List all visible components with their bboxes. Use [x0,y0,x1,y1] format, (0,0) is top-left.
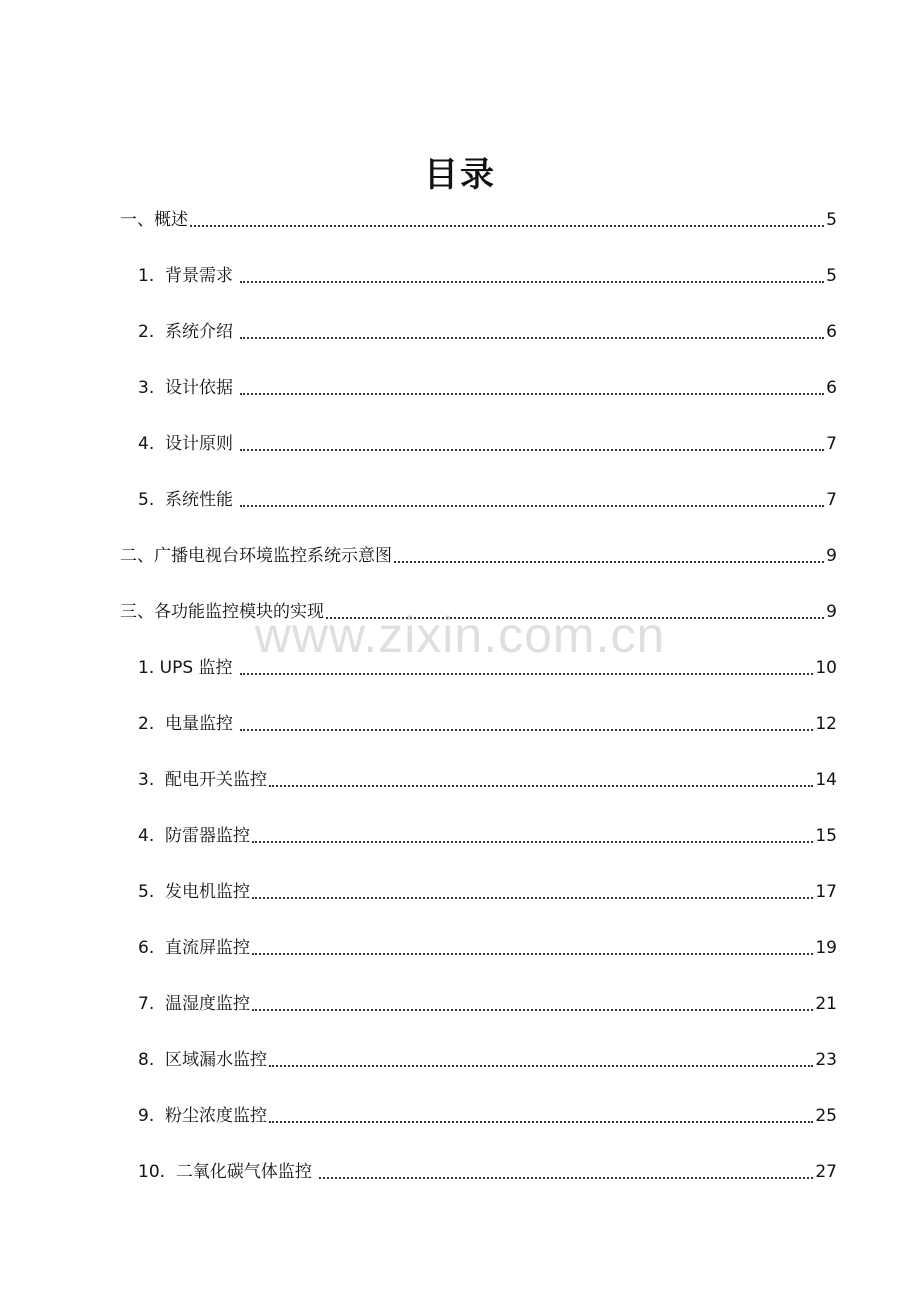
toc-page-number: 5 [826,210,837,230]
toc-entry-label: 2. 电量监控 [138,714,239,734]
toc-page-number: 9 [826,546,837,566]
toc-dot-leader [269,1065,813,1067]
toc-entry[interactable] [120,1028,837,1084]
toc-page-number: 7 [826,434,837,454]
toc-entry-label: 8. 区域漏水监控 [138,1050,268,1070]
toc-dot-leader [269,1121,813,1123]
toc-entry[interactable] [120,916,837,972]
toc-entry-label: 5. 系统性能 [138,490,239,510]
toc-dot-leader [240,449,824,451]
page-title: 目录 [424,154,496,195]
toc-dot-leader [240,673,813,675]
toc-entry-label: 1. 背景需求 [138,266,239,286]
toc-dot-leader [252,1009,813,1011]
watermark: www.zixin.com.cn [254,607,666,663]
toc-entry-label: 4. 设计原则 [138,434,239,454]
toc-dot-leader [240,505,824,507]
toc-entry[interactable] [120,524,837,580]
table-of-contents [120,188,837,1196]
toc-dot-leader [252,897,813,899]
toc-page-number: 14 [815,770,837,790]
toc-dot-leader [269,785,813,787]
toc-dot-leader [240,729,813,731]
toc-page-number: 10 [815,658,837,678]
toc-entry-label: 9. 粉尘浓度监控 [138,1106,268,1126]
toc-entry-label: 10. 二氧化碳气体监控 [138,1162,318,1182]
toc-entry-label: 4. 防雷器监控 [138,826,251,846]
toc-entry-label: 2. 系统介绍 [138,322,239,342]
toc-entry[interactable] [120,1140,837,1196]
toc-page-number: 6 [826,378,837,398]
toc-entry-label: 一、概述 [120,210,188,230]
toc-dot-leader [394,561,824,563]
toc-entry[interactable] [120,636,837,692]
toc-dot-leader [252,841,813,843]
toc-entry-label: 3. 配电开关监控 [138,770,268,790]
toc-page-number: 23 [815,1050,837,1070]
toc-dot-leader [240,393,824,395]
toc-entry[interactable] [120,188,837,244]
toc-entry[interactable] [120,748,837,804]
toc-page-number: 7 [826,490,837,510]
toc-entry-label: 三、各功能监控模块的实现 [120,602,324,622]
toc-page-number: 21 [815,994,837,1014]
toc-dot-leader [240,337,824,339]
toc-entry-label: 3. 设计依据 [138,378,239,398]
toc-entry[interactable] [120,300,837,356]
toc-dot-leader [326,617,824,619]
toc-page-number: 9 [826,602,837,622]
toc-entry[interactable] [120,356,837,412]
toc-entry[interactable] [120,972,837,1028]
toc-entry[interactable] [120,244,837,300]
toc-dot-leader [319,1177,813,1179]
toc-entry-label: 二、广播电视台环境监控系统示意图 [120,546,392,566]
toc-page-number: 5 [826,266,837,286]
toc-entry[interactable] [120,692,837,748]
toc-entry[interactable] [120,468,837,524]
toc-page-number: 15 [815,826,837,846]
toc-dot-leader [252,953,813,955]
toc-dot-leader [190,225,824,227]
toc-entry[interactable] [120,412,837,468]
toc-page-number: 25 [815,1106,837,1126]
toc-entry-label: 1. UPS 监控 [138,658,238,678]
toc-entry[interactable] [120,1084,837,1140]
toc-entry-label: 7. 温湿度监控 [138,994,251,1014]
toc-page-number: 6 [826,322,837,342]
toc-entry[interactable] [120,860,837,916]
toc-page-number: 17 [815,882,837,902]
toc-dot-leader [240,281,824,283]
toc-entry-label: 5. 发电机监控 [138,882,251,902]
toc-entry[interactable] [120,580,837,636]
toc-page-number: 27 [815,1162,837,1182]
toc-page-number: 19 [815,938,837,958]
toc-page-number: 12 [815,714,837,734]
toc-entry-label: 6. 直流屏监控 [138,938,251,958]
toc-entry[interactable] [120,804,837,860]
